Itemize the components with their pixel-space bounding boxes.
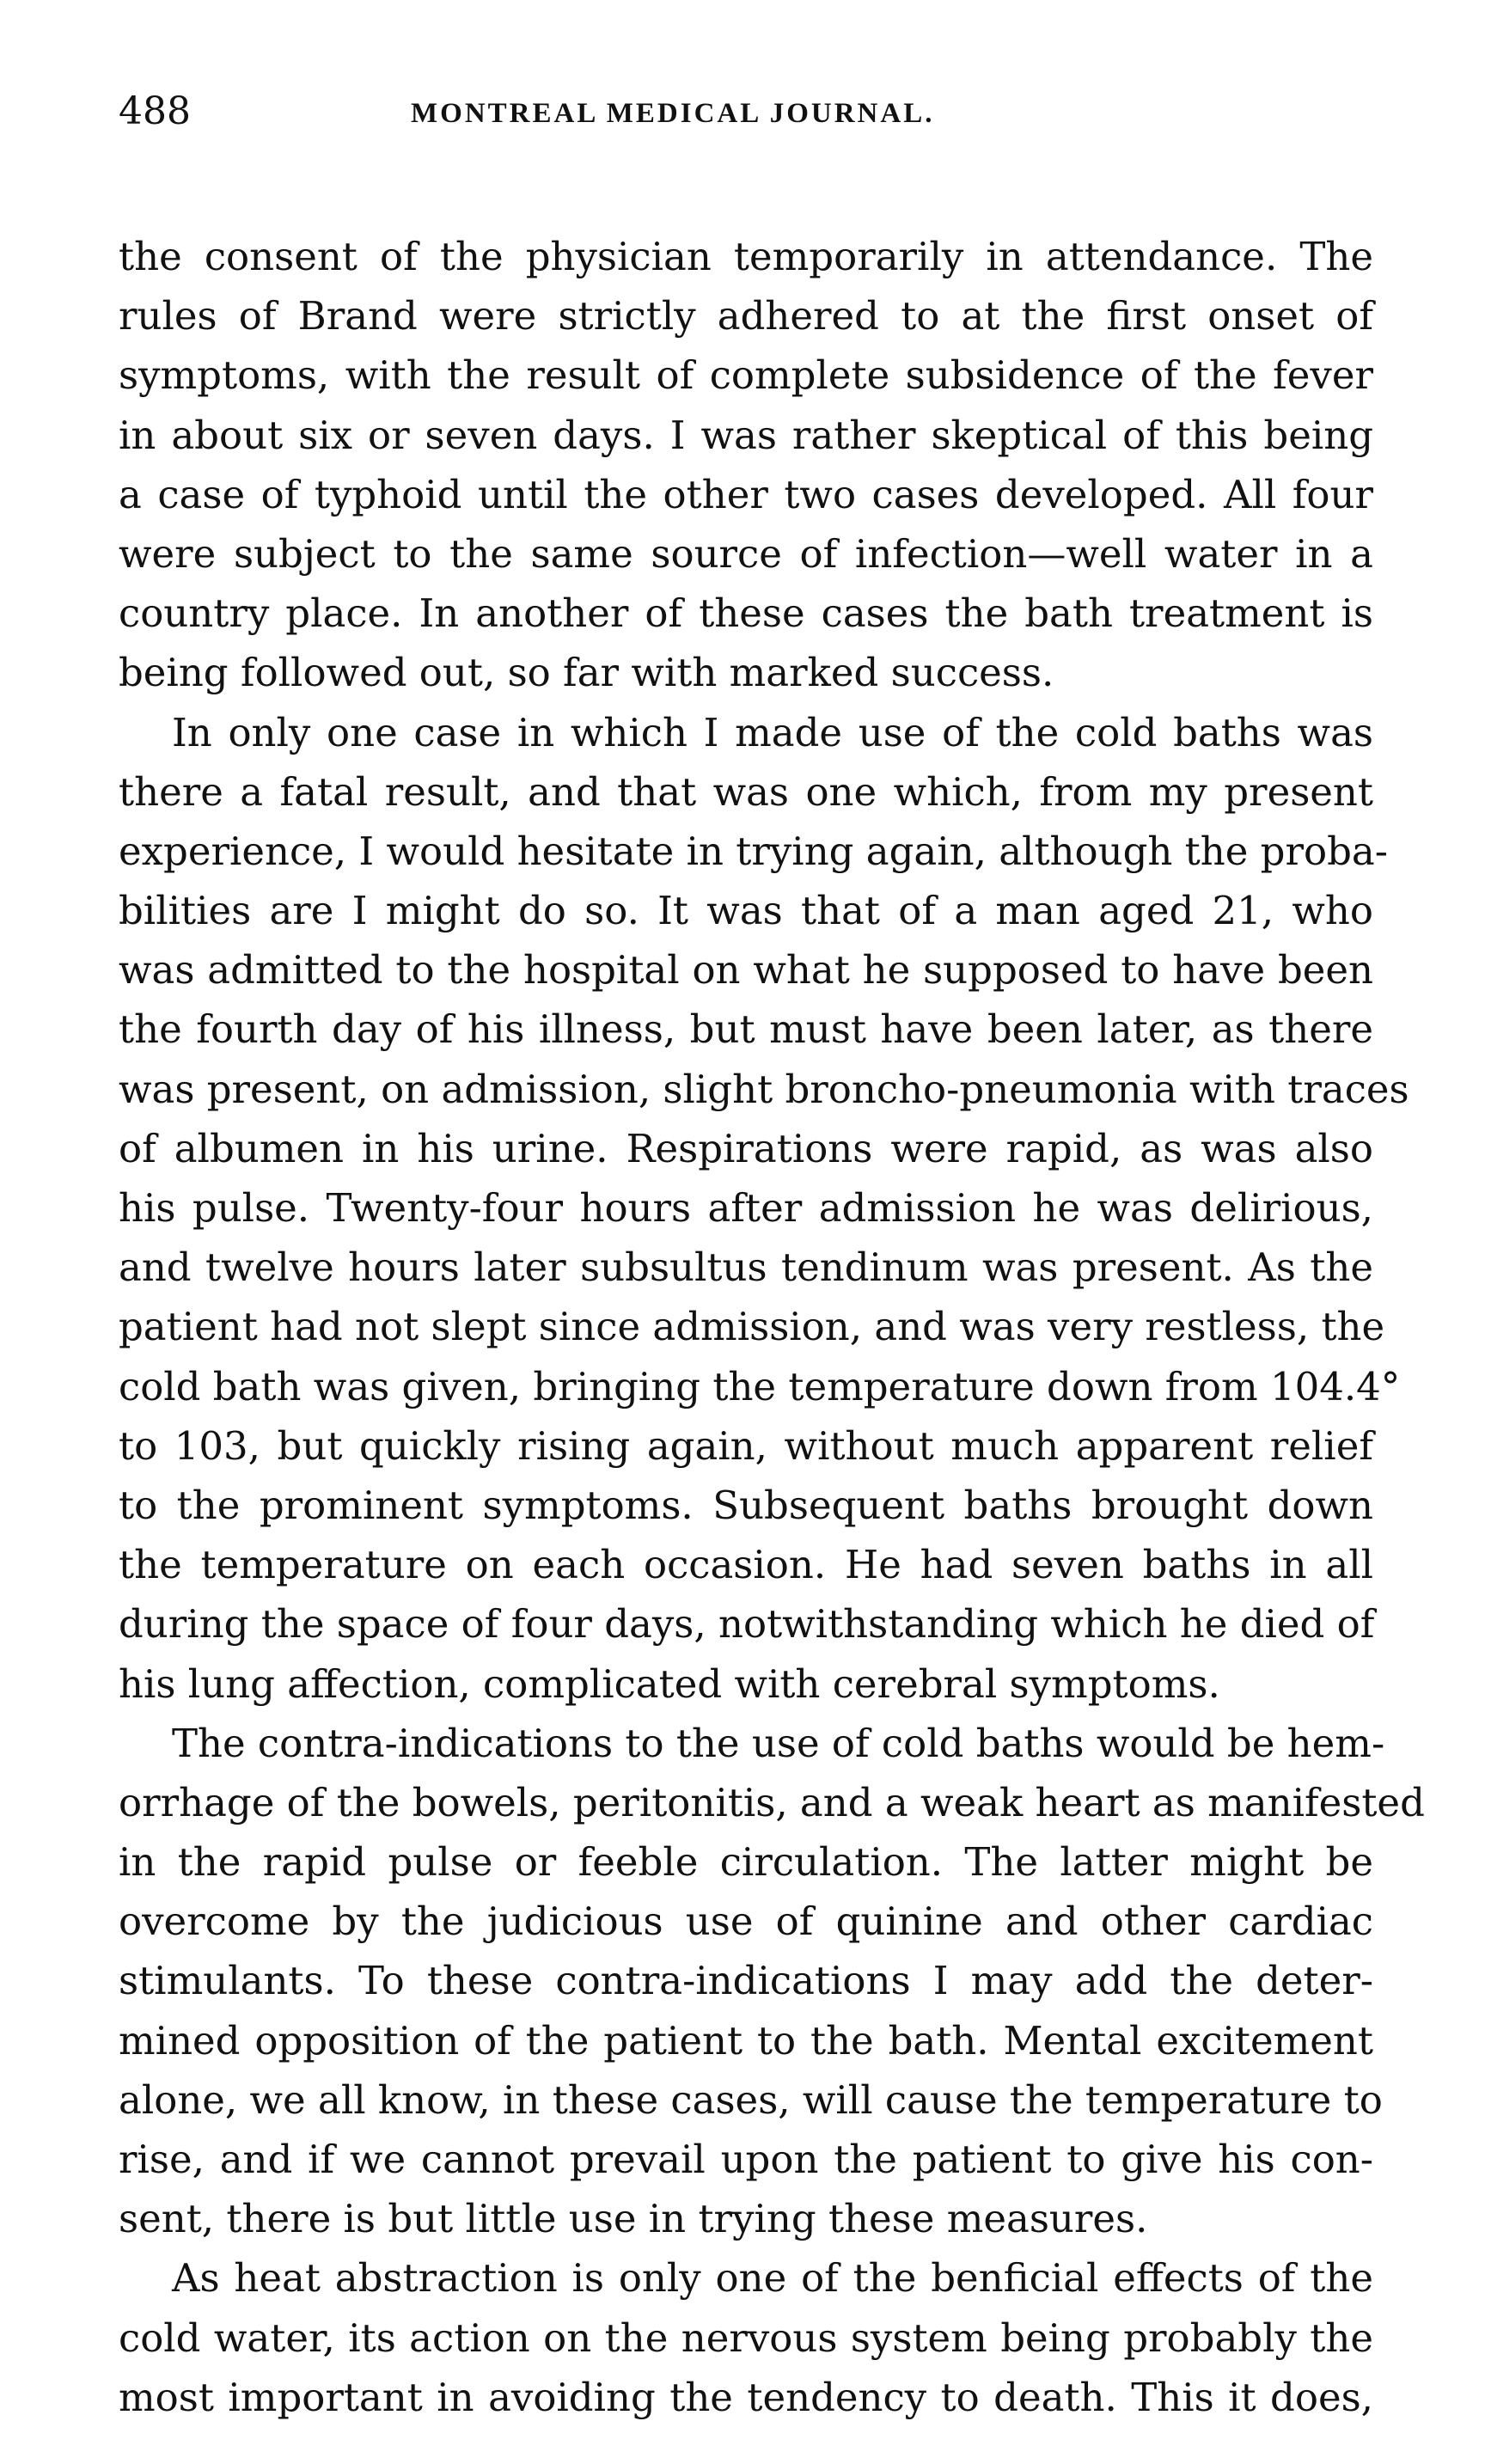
text-line: cold bath was given, bringing the temperature down from 104.4° [119, 1363, 1401, 1409]
text-line: symptoms, with the result of complete subsidence of the fever [119, 352, 1373, 399]
text-line: his pulse. Twenty-four hours after admission he was delirious, [119, 1185, 1373, 1231]
text-line: The contra-indications to the use of cold baths would be hem- [172, 1720, 1385, 1766]
text-line: country place. In another of these cases the bath treatment is [119, 590, 1373, 637]
text-line: experience, I would hesitate in trying again, although the proba- [119, 828, 1388, 874]
text-line: was admitted to the hospital on what he supposed to have been [119, 947, 1373, 994]
text-line: orrhage of the bowels, peritonitis, and a weak heart as manifested [119, 1779, 1425, 1825]
text-line: in about six or seven days. I was rather skeptical of this being [119, 412, 1373, 458]
text-line: the consent of the physician temporarily in attendance. The [119, 234, 1373, 279]
text-line: in the rapid pulse or feeble circulation. The latter might be [119, 1839, 1373, 1886]
text-line: to the prominent symptoms. Subsequent baths brought down [119, 1482, 1373, 1528]
text-line: alone, we all know, in these cases, will cause the temperature to [119, 2076, 1383, 2123]
text-line: there a fatal result, and that was one which, from my present [119, 768, 1373, 815]
text-line: As heat abstraction is only one of the benficial effects of the [172, 2255, 1373, 2302]
text-line: rules of Brand were strictly adhered to at the first onset of [119, 293, 1373, 339]
text-line: rise, and if we cannot prevail upon the patient to give his con- [119, 2137, 1373, 2182]
text-line: patient had not slept since admission, and was very restless, the [119, 1304, 1385, 1350]
text-line: overcome by the judicious use of quinine and other cardiac [119, 1898, 1373, 1945]
text-line: mined opposition of the patient to the bath. Mental excitement [119, 2017, 1373, 2064]
text-line: the temperature on each occasion. He had seven baths in all [119, 1542, 1373, 1588]
body-text [119, 227, 1425, 2427]
text-line: during the space of four days, notwithstanding which he died of [119, 1601, 1375, 1648]
text-line: were subject to the same source of infection—well water in a [119, 530, 1373, 577]
page-number: 488 [119, 89, 191, 133]
text-line: being followed out, so far with marked success. [119, 650, 1054, 696]
text-line: his lung affection, complicated with cerebral symptoms. [119, 1660, 1220, 1707]
text-line: of albumen in his urine. Respirations were rapid, as was also [119, 1125, 1373, 1171]
running-head [119, 86, 1373, 155]
text-line: bilities are I might do so. It was that of a man aged 21, who [119, 888, 1373, 934]
text-line: stimulants. To these contra-indications I may add the deter- [119, 1958, 1373, 2004]
text-line: cold water, its action on the nervous system being probably the [119, 2314, 1373, 2361]
text-line: a case of typhoid until the other two cases developed. All four [119, 471, 1373, 517]
text-line: and twelve hours later subsultus tendinum was present. As the [119, 1244, 1373, 1291]
text-line: was present, on admission, slight broncho-pneumonia with traces [119, 1066, 1409, 1112]
journal-title: MONTREAL MEDICAL JOURNAL. [411, 98, 935, 129]
text-line: the fourth day of his illness, but must have been later, as there [119, 1006, 1373, 1053]
text-line: In only one case in which I made use of the cold baths was [172, 709, 1373, 755]
text-line: sent, there is but little use in trying these measures. [119, 2196, 1148, 2242]
text-line: to 103, but quickly rising again, without much apparent relief [119, 1422, 1373, 1469]
text-line: most important in avoiding the tendency to death. This it does, [119, 2374, 1373, 2420]
